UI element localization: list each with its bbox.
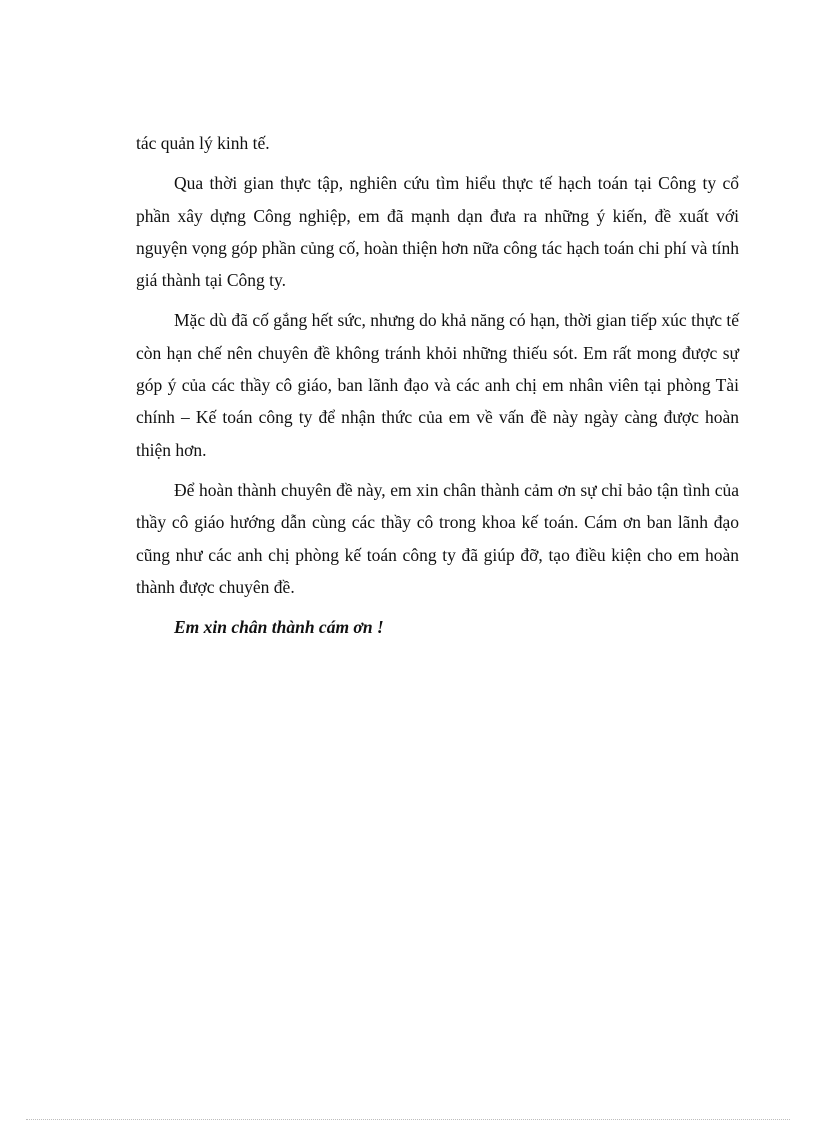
closing-thanks: Em xin chân thành cám ơn !: [174, 617, 384, 638]
paragraph-limitations: Mặc dù đã cố gắng hết sức, nhưng do khả năng có hạn, thời gian tiếp xúc thực tế còn hạn chế nên chuyên đề không tránh khỏi những thiếu sót. Em rất mong được sự góp ý của các thầy cô giáo, ban lãnh đạo và các anh chị em nhân viên tại phòng Tài chính – Kế toán công ty để nhận thức của em về vấn đề này ngày càng được hoàn thiện hơn.: [136, 310, 739, 460]
footer-dotted-rule: [26, 1119, 790, 1120]
paragraph-continuation: tác quản lý kinh tế.: [136, 133, 270, 153]
body-text: [136, 127, 739, 651]
paragraph-acknowledgement: Để hoàn thành chuyên đề này, em xin chân thành cảm ơn sự chỉ bảo tận tình của thầy cô giáo hướng dẫn cùng các thầy cô trong khoa kế toán. Cám ơn ban lãnh đạo cũng như các anh chị phòng kế toán công ty đã giúp đỡ, tạo điều kiện cho em hoàn thành được chuyên đề.: [136, 479, 739, 597]
paragraph-internship: Qua thời gian thực tập, nghiên cứu tìm hiểu thực tế hạch toán tại Công ty cổ phần xây dựng Công nghiệp, em đã mạnh dạn đưa ra những ý kiến, đề xuất với nguyện vọng góp phần củng cố, hoàn thiện hơn nữa công tác hạch toán chi phí và tính giá thành tại Công ty.: [136, 173, 739, 291]
